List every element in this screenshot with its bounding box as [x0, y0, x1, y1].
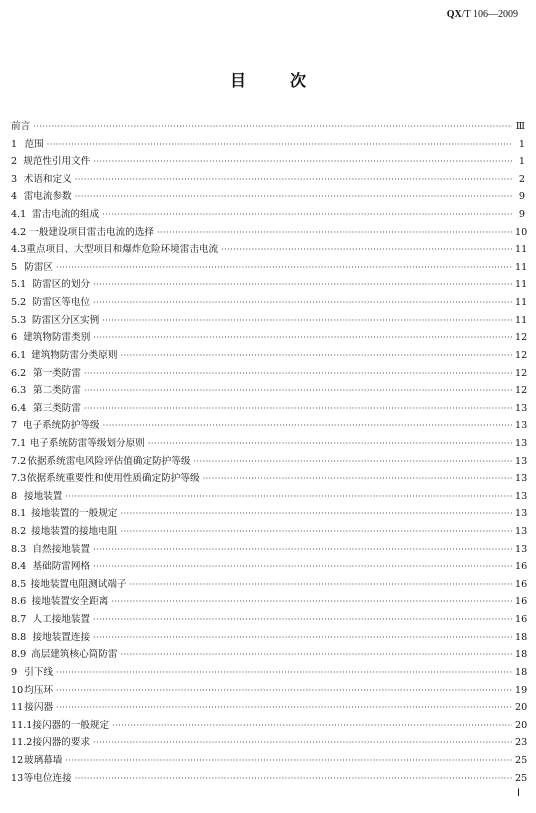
toc-entry-page: 9 — [518, 209, 525, 221]
doc-prefix: QX — [446, 9, 462, 20]
toc-entry[interactable] — [11, 206, 525, 224]
toc-entry-number: 7.2 — [11, 455, 27, 467]
toc-entry-label: 接闪器 — [24, 702, 54, 714]
toc-entry-number: 3 — [11, 173, 18, 185]
toc-entry-label: 第二类防雷 — [32, 385, 81, 397]
toc-entry-number: 7 — [11, 420, 18, 432]
toc-entry-label: 接闪器的一般规定 — [32, 719, 110, 731]
toc-entry-page: 13 — [515, 490, 528, 502]
doc-code-rest: /T 106—2009 — [461, 9, 518, 20]
toc-entry-number: 11.1 — [11, 719, 33, 731]
toc-entry[interactable] — [11, 770, 528, 788]
toc-entry-page: 13 — [515, 508, 528, 520]
toc-entry[interactable] — [11, 276, 528, 294]
toc-leader-dots — [75, 192, 512, 201]
toc-entry[interactable] — [11, 453, 528, 471]
toc-entry-page: 18 — [515, 631, 528, 643]
toc-leader-dots — [111, 597, 512, 606]
toc-title — [0, 68, 536, 91]
toc-entry[interactable] — [11, 171, 525, 189]
toc-entry[interactable] — [11, 312, 528, 330]
toc-entry-page: 13 — [515, 402, 528, 414]
toc-entry-page: 25 — [515, 754, 528, 766]
toc-entry-label: 电子系统防雷等级划分原则 — [29, 437, 145, 449]
toc-leader-dots — [84, 369, 512, 378]
toc-entry-page: 11 — [515, 279, 528, 291]
toc-entry-label: 术语和定义 — [23, 173, 72, 185]
toc-entry-number: 4 — [11, 191, 18, 203]
toc-leader-dots — [84, 386, 512, 395]
toc-leader-dots — [93, 738, 512, 747]
toc-entry-page: 12 — [515, 385, 528, 397]
toc-entry[interactable] — [11, 347, 528, 365]
toc-entry-label: 依据系统重要性和使用性质确定防护等级 — [26, 473, 200, 485]
toc-entry[interactable] — [11, 417, 528, 435]
toc-entry-number: 8.9 — [11, 649, 27, 661]
toc-entry-number: 8.6 — [11, 596, 27, 608]
toc-entry-label: 接地装置连接 — [32, 631, 91, 643]
toc-entry-number: 4.2 — [11, 226, 27, 238]
toc-entry-label: 接地装置的接地电阻 — [31, 526, 118, 538]
toc-entry-page: 20 — [515, 702, 528, 714]
toc-entry-label: 雷击电流的组成 — [32, 209, 100, 221]
toc-entry-label: 一般建设项目雷击电流的选择 — [29, 226, 154, 238]
toc-entry-page: 1 — [518, 156, 525, 168]
toc-entry-number: 8.1 — [11, 508, 27, 520]
toc-leader-dots — [148, 439, 512, 448]
toc-leader-dots — [193, 457, 512, 466]
toc-entry-label: 防雷区等电位 — [32, 297, 91, 309]
toc-leader-dots — [65, 756, 512, 765]
toc-entry-page: 11 — [515, 261, 528, 273]
toc-leader-dots — [120, 509, 512, 518]
toc-entry[interactable] — [11, 488, 528, 506]
toc-title-right: 次 — [290, 71, 307, 90]
toc-entry-label: 建筑物防雷类别 — [23, 332, 91, 344]
toc-leader-dots — [93, 615, 512, 624]
toc-entry-page: 13 — [515, 420, 528, 432]
toc-leader-dots — [93, 333, 512, 342]
toc-leader-dots — [65, 492, 512, 501]
toc-leader-dots — [84, 404, 512, 413]
toc-leader-dots — [120, 351, 512, 360]
toc-entry-number: 8.7 — [11, 614, 27, 626]
toc-entry-number: 7.3 — [11, 473, 27, 485]
toc-entry[interactable] — [11, 682, 528, 700]
toc-entry-page: 16 — [515, 561, 528, 573]
toc-entry[interactable] — [11, 541, 528, 559]
toc-entry-label: 接闪器的要求 — [32, 737, 91, 749]
toc-entry-label: 接地装置电阻测试端子 — [30, 578, 127, 590]
toc-entry-page: 16 — [515, 614, 528, 626]
toc-entry[interactable] — [11, 505, 528, 523]
toc-entry-number: 6.1 — [11, 349, 27, 361]
toc-entry[interactable] — [11, 470, 528, 488]
toc-leader-dots — [102, 316, 512, 325]
toc-leader-dots — [120, 650, 512, 659]
toc-entry-number: 9 — [11, 666, 18, 678]
toc-entry[interactable] — [11, 294, 528, 312]
toc-leader-dots — [120, 527, 512, 536]
toc-entry-number: 5 — [11, 261, 18, 273]
toc-entry-label: 等电位连接 — [23, 772, 72, 784]
toc-entry-page: 25 — [515, 772, 528, 784]
toc-entry[interactable] — [11, 382, 528, 400]
toc-entry-number: 8 — [11, 490, 18, 502]
toc-leader-dots — [93, 562, 512, 571]
toc-entry-label: 高层建筑核心筒防雷 — [31, 649, 118, 661]
toc-leader-dots — [93, 545, 512, 554]
toc-entry-label: 接地装置 — [24, 490, 63, 502]
toc-leader-dots — [93, 633, 512, 642]
toc-entry-number: 5.3 — [11, 314, 27, 326]
toc-leader-dots — [203, 474, 512, 483]
toc-leader-dots — [33, 122, 512, 131]
toc-leader-dots — [56, 263, 512, 272]
toc-leader-dots — [112, 721, 512, 730]
toc-entry-number: 12 — [11, 754, 24, 766]
toc-entry-number: 7.1 — [11, 437, 27, 449]
toc-entry-label: 规范性引用文件 — [23, 156, 91, 168]
toc-entry-number: 8.5 — [11, 578, 27, 590]
toc-entry[interactable] — [11, 717, 528, 735]
toc-entry-page: 18 — [515, 649, 528, 661]
table-of-contents — [11, 118, 528, 787]
toc-entry-number: 5.1 — [11, 279, 27, 291]
toc-entry-number: 8.8 — [11, 631, 27, 643]
toc-entry-label: 建筑物防雷分类原则 — [31, 349, 118, 361]
toc-entry-page: 12 — [515, 349, 528, 361]
toc-entry-page: 12 — [515, 332, 528, 344]
toc-entry-page: 11 — [515, 297, 528, 309]
toc-entry-label: 接地装置安全距离 — [31, 596, 109, 608]
toc-title-left: 目 — [229, 71, 246, 90]
toc-entry-page: 13 — [515, 526, 528, 538]
toc-entry-page: 18 — [515, 666, 528, 678]
toc-entry-page: 23 — [515, 737, 528, 749]
toc-leader-dots — [56, 703, 512, 712]
toc-entry-page: 13 — [515, 543, 528, 555]
toc-entry-number: 6.2 — [11, 367, 27, 379]
toc-entry-page: 20 — [515, 719, 528, 731]
toc-leader-dots — [75, 774, 512, 783]
toc-entry[interactable] — [11, 646, 528, 664]
toc-entry[interactable] — [11, 576, 528, 594]
toc-entry-number: 4.3 — [11, 244, 27, 256]
toc-entry-page: Ⅲ — [515, 121, 525, 132]
toc-entry-page: 11 — [515, 244, 528, 256]
toc-entry-number: 10 — [11, 684, 24, 696]
toc-leader-dots — [56, 686, 512, 695]
toc-entry-number: 6.3 — [11, 385, 27, 397]
toc-entry[interactable] — [11, 593, 528, 611]
toc-entry[interactable] — [11, 523, 528, 541]
toc-entry-label: 重点项目、大型项目和爆炸危险环境雷击电流 — [26, 244, 219, 256]
toc-entry-number: 11.2 — [11, 737, 33, 749]
toc-entry-page: 13 — [515, 473, 528, 485]
toc-entry[interactable] — [11, 611, 528, 629]
toc-entry-page: 13 — [515, 455, 528, 467]
toc-entry[interactable] — [11, 435, 528, 453]
toc-entry-page: 19 — [515, 684, 528, 696]
toc-entry-label: 防雷区分区实例 — [32, 314, 100, 326]
toc-entry-number: 8.4 — [11, 561, 27, 573]
toc-entry[interactable] — [11, 365, 528, 383]
toc-entry[interactable] — [11, 118, 525, 136]
toc-entry[interactable] — [11, 699, 528, 717]
toc-entry-label: 接地装置的一般规定 — [31, 508, 118, 520]
toc-entry-label: 前言 — [11, 121, 31, 132]
toc-entry-page: 12 — [515, 367, 528, 379]
toc-entry-page: 11 — [515, 314, 528, 326]
toc-entry-number: 5.2 — [11, 297, 27, 309]
toc-entry[interactable] — [11, 734, 528, 752]
toc-entry[interactable] — [11, 153, 525, 171]
toc-entry[interactable] — [11, 224, 528, 242]
toc-leader-dots — [93, 157, 512, 166]
toc-entry-page: 2 — [518, 173, 525, 185]
toc-entry-label: 自然接地装置 — [32, 543, 91, 555]
toc-entry-label: 第一类防雷 — [32, 367, 81, 379]
toc-leader-dots — [103, 421, 512, 430]
toc-entry-number: 8.2 — [11, 526, 27, 538]
toc-leader-dots — [130, 580, 512, 589]
toc-entry-number: 4.1 — [11, 209, 27, 221]
toc-entry-page: 16 — [515, 578, 528, 590]
toc-leader-dots — [93, 298, 512, 307]
toc-entry-label: 玻璃幕墙 — [24, 754, 63, 766]
toc-leader-dots — [47, 140, 512, 149]
toc-entry[interactable] — [11, 136, 525, 154]
toc-entry-label: 人工接地装置 — [32, 614, 91, 626]
toc-entry-label: 防雷区 — [24, 261, 54, 273]
toc-entry-page: 1 — [518, 138, 525, 150]
toc-entry-label: 电子系统防护等级 — [22, 420, 100, 432]
toc-entry-page: 10 — [515, 226, 528, 238]
page-number: Ⅰ — [517, 788, 520, 799]
toc-entry-label: 均压环 — [24, 684, 54, 696]
toc-entry[interactable] — [11, 241, 528, 259]
document-code — [447, 9, 518, 20]
toc-entry[interactable] — [11, 664, 528, 682]
toc-entry-page: 13 — [515, 437, 528, 449]
toc-entry-number: 6.4 — [11, 402, 27, 414]
toc-entry-label: 第三类防雷 — [32, 402, 81, 414]
toc-entry-label: 依据系统雷电风险评估值确定防护等级 — [27, 455, 191, 467]
toc-entry[interactable] — [11, 188, 525, 206]
toc-entry-number: 6 — [11, 332, 18, 344]
toc-entry[interactable] — [11, 629, 528, 647]
toc-entry-page: 9 — [518, 191, 525, 203]
toc-entry-label: 基础防雷网格 — [32, 561, 91, 573]
toc-entry-label: 引下线 — [24, 666, 54, 678]
toc-entry-page: 16 — [515, 596, 528, 608]
toc-entry[interactable] — [11, 752, 528, 770]
toc-entry-label: 范围 — [24, 138, 44, 150]
toc-entry[interactable] — [11, 400, 528, 418]
toc-entry-number: 1 — [11, 138, 18, 150]
toc-leader-dots — [75, 175, 512, 184]
toc-entry[interactable] — [11, 259, 528, 277]
toc-leader-dots — [157, 228, 512, 237]
toc-entry-label: 防雷区的划分 — [32, 279, 91, 291]
toc-leader-dots — [93, 280, 512, 289]
toc-leader-dots — [102, 210, 512, 219]
toc-entry[interactable] — [11, 329, 528, 347]
toc-entry-number: 8.3 — [11, 543, 27, 555]
toc-entry-label: 雷电流参数 — [23, 191, 72, 203]
toc-entry-number: 11 — [11, 702, 24, 714]
toc-leader-dots — [56, 668, 512, 677]
toc-leader-dots — [221, 245, 512, 254]
toc-entry-number: 13 — [11, 772, 24, 784]
toc-entry-number: 2 — [11, 156, 18, 168]
toc-entry[interactable] — [11, 558, 528, 576]
